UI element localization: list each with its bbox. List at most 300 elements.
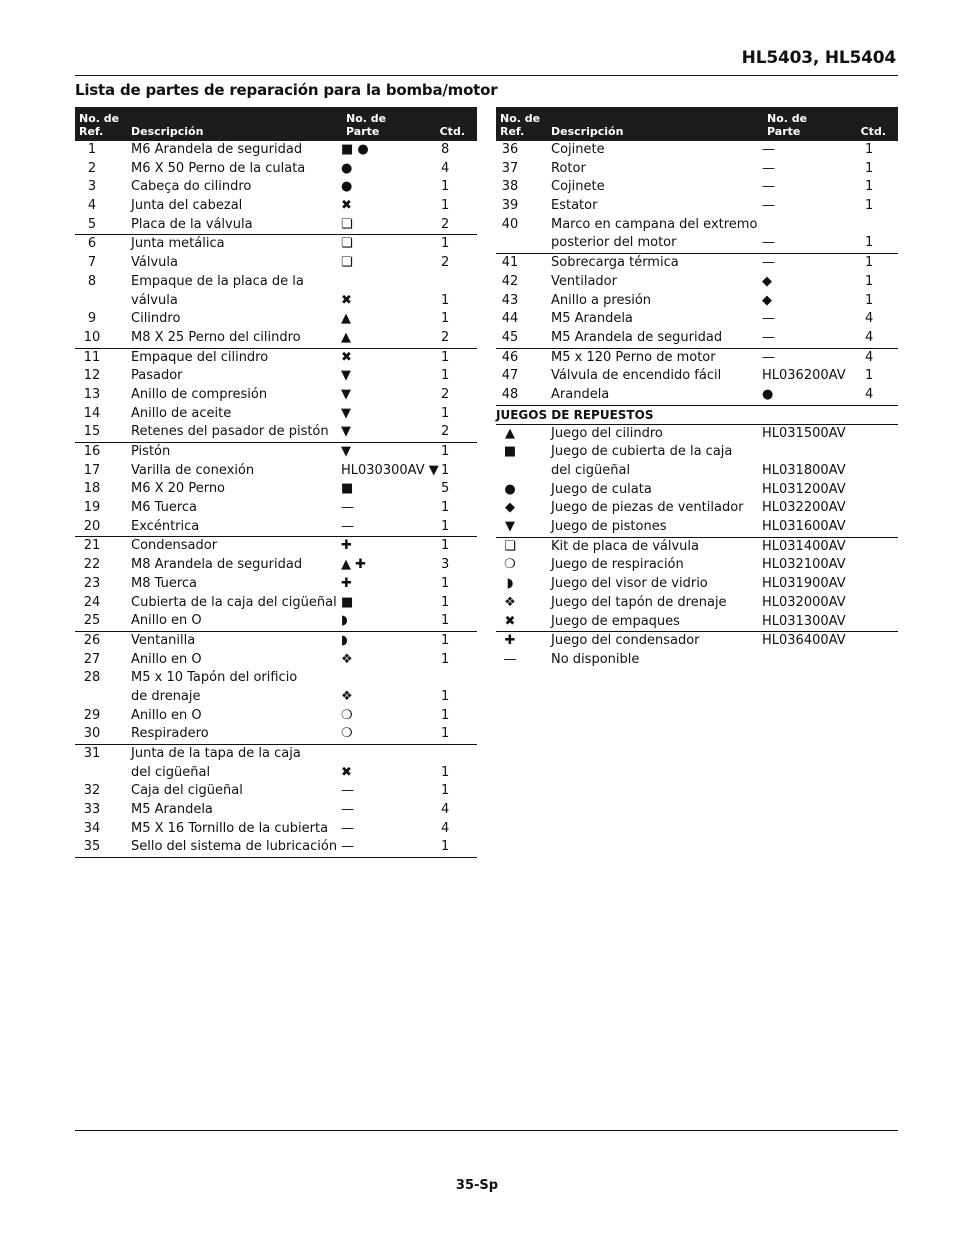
quantity: 8 <box>441 142 450 157</box>
ref-header-line1: No. de <box>500 112 541 125</box>
kit-row <box>496 499 898 518</box>
table-row <box>75 254 477 273</box>
part-number: ❏ <box>341 255 353 271</box>
ref-number: 38 <box>501 179 519 195</box>
ref-number: 16 <box>83 444 101 459</box>
quantity: 1 <box>441 613 450 629</box>
part-number: ■ <box>341 594 354 610</box>
table-row <box>75 725 477 744</box>
ref-number: 47 <box>501 368 519 384</box>
part-number: — <box>762 235 775 251</box>
ref-number: 32 <box>83 783 101 799</box>
ref-number: 34 <box>83 820 101 836</box>
kit-part-number: HL031400AV <box>762 538 846 554</box>
kits-heading-text: JUEGOS DE REPUESTOS <box>496 407 654 422</box>
part-description: Retenes del pasador de pistón <box>131 424 329 440</box>
ref-number: 37 <box>501 160 519 176</box>
quantity: 1 <box>441 594 450 610</box>
ref-number: 13 <box>83 386 101 402</box>
part-description: M5 Arandela de seguridad <box>551 329 723 345</box>
quantity: 1 <box>441 179 450 195</box>
part-description: Anillo en O <box>131 707 202 723</box>
part-number: ▼ <box>341 444 351 459</box>
part-number: ◆ <box>762 292 772 308</box>
part-number: — <box>762 142 775 157</box>
quantity: 2 <box>441 424 450 440</box>
ref-number: 12 <box>83 368 101 384</box>
kit-part-number: HL031900AV <box>762 576 846 592</box>
table-row <box>75 273 477 292</box>
part-number: ▼ <box>341 424 351 440</box>
ref-number: 27 <box>83 651 101 667</box>
kit-description: Juego del cilindro <box>551 425 663 441</box>
quantity: 2 <box>441 255 450 271</box>
quantity: 1 <box>441 764 450 780</box>
ref-header <box>500 112 540 138</box>
part-header-line1: No. de <box>767 112 808 125</box>
kit-description: Juego del tapón de drenaje <box>551 594 727 610</box>
part-description: Sello del sistema de lubricación <box>131 839 338 855</box>
part-description: válvula <box>131 292 178 308</box>
part-description: Ventilador <box>551 273 617 289</box>
part-description: Respiradero <box>131 726 209 742</box>
table-row <box>496 329 898 348</box>
quantity: 1 <box>865 273 874 289</box>
table-row <box>75 197 477 216</box>
quantity: 4 <box>441 802 450 818</box>
part-description: Excéntrica <box>131 518 200 534</box>
ref-number: 21 <box>83 538 101 554</box>
table-row <box>75 612 477 631</box>
ref-number: 1 <box>87 142 97 157</box>
ref-number: 3 <box>87 179 97 195</box>
table-row <box>496 216 898 235</box>
table-row <box>496 178 898 197</box>
table-header <box>75 107 477 141</box>
kit-symbol: — <box>503 651 517 667</box>
part-header <box>346 112 386 138</box>
quantity: 1 <box>441 500 450 516</box>
part-description: M6 X 50 Perno de la culata <box>131 160 306 176</box>
quantity: 1 <box>441 726 450 742</box>
quantity: 1 <box>441 198 450 214</box>
quantity: 1 <box>441 405 450 421</box>
table-row <box>496 273 898 292</box>
part-number: — <box>762 198 775 214</box>
quantity: 2 <box>441 386 450 402</box>
desc-header: Descripción <box>551 125 624 138</box>
kit-symbol: ◗ <box>506 576 514 592</box>
part-description: M5 x 120 Perno de motor <box>551 349 716 365</box>
table-row <box>496 348 898 368</box>
part-description: M6 X 20 Perno <box>131 481 226 497</box>
table-row <box>75 707 477 726</box>
part-description: Cojinete <box>551 142 605 157</box>
table-row <box>75 480 477 499</box>
ref-number: 39 <box>501 198 519 214</box>
part-number: HL036200AV <box>762 368 846 384</box>
ref-number: 11 <box>83 349 101 365</box>
quantity: 2 <box>441 329 450 345</box>
table-body <box>75 141 477 858</box>
part-description: Válvula de encendido fácil <box>551 368 722 384</box>
part-description: Pasador <box>131 368 183 384</box>
kit-symbol: ▲ <box>505 425 515 441</box>
quantity: 1 <box>865 198 874 214</box>
quantity: 1 <box>865 368 874 384</box>
part-header-line1: No. de <box>346 112 387 125</box>
table-row <box>75 536 477 556</box>
part-description: M8 Arandela de seguridad <box>131 557 303 573</box>
part-number: ✖ <box>341 349 352 365</box>
table-row <box>75 764 477 783</box>
quantity: 1 <box>865 235 874 251</box>
part-number: ■ ● <box>341 142 369 157</box>
kit-symbol: ◆ <box>505 500 515 516</box>
part-number: ◆ <box>762 273 772 289</box>
quantity: 1 <box>441 632 450 648</box>
ref-number: 19 <box>83 500 101 516</box>
part-number: — <box>762 329 775 345</box>
table-row <box>496 234 898 253</box>
part-number: ❖ <box>341 688 353 704</box>
part-description: Ventanilla <box>131 632 196 648</box>
part-number: ❏ <box>341 236 353 252</box>
kit-symbol: ● <box>504 481 516 497</box>
kit-part-number: HL032200AV <box>762 500 846 516</box>
table-row <box>496 141 898 160</box>
part-description: Pistón <box>131 444 171 459</box>
kit-row <box>496 443 898 462</box>
part-number: — <box>762 179 775 195</box>
page-number: 35-Sp <box>455 1178 499 1193</box>
part-description: Junta del cabezal <box>131 198 243 214</box>
part-description: Estator <box>551 198 598 214</box>
kit-description: Juego de empaques <box>551 613 680 629</box>
ref-number: 29 <box>83 707 101 723</box>
quantity: 5 <box>441 481 450 497</box>
table-row <box>75 329 477 348</box>
ref-number: 24 <box>83 594 101 610</box>
part-description: Anillo en O <box>131 613 202 629</box>
ref-number: 35 <box>83 839 101 855</box>
ref-number: 40 <box>501 216 519 232</box>
table-row <box>75 575 477 594</box>
quantity: 1 <box>865 142 874 157</box>
part-number: ❖ <box>341 651 353 667</box>
table-row <box>496 367 898 386</box>
quantity: 4 <box>865 329 874 345</box>
part-description: posterior del motor <box>551 235 677 251</box>
part-description: de drenaje <box>131 688 201 704</box>
quantity: 4 <box>865 311 874 327</box>
part-description: Empaque de la placa de la <box>131 273 304 289</box>
part-description: M5 x 10 Tapón del orificio <box>131 670 298 686</box>
table-row <box>75 310 477 329</box>
quantity: 2 <box>441 216 450 232</box>
kit-part-number: HL031300AV <box>762 613 846 629</box>
part-description: Cilindro <box>131 311 181 327</box>
part-number: ▲ <box>341 311 351 327</box>
table-row <box>75 386 477 405</box>
quantity: 1 <box>441 311 450 327</box>
table-row <box>75 367 477 386</box>
kit-part-number: HL036400AV <box>762 633 846 649</box>
kit-part-number: HL032100AV <box>762 557 846 573</box>
kit-description: Juego de pistones <box>551 519 667 535</box>
part-number: ▲ <box>341 329 351 345</box>
kit-row <box>496 556 898 575</box>
parts-table-right <box>496 107 898 670</box>
table-row <box>75 669 477 688</box>
quantity: 1 <box>865 160 874 176</box>
ref-number: 9 <box>87 311 97 327</box>
quantity: 1 <box>441 462 450 478</box>
part-description: Varilla de conexión <box>131 462 255 478</box>
ref-header-line1: No. de <box>79 112 120 125</box>
part-description: Placa de la válvula <box>131 216 253 232</box>
kit-description: Juego de cubierta de la caja <box>551 444 733 460</box>
ref-number: 45 <box>501 329 519 345</box>
table-row <box>75 178 477 197</box>
part-number: — <box>762 349 775 365</box>
ref-number: 6 <box>87 236 97 252</box>
ref-number: 33 <box>83 802 101 818</box>
table-row <box>75 216 477 235</box>
ref-number: 44 <box>501 311 519 327</box>
part-description: Anillo de compresión <box>131 386 268 402</box>
qty-header: Ctd. <box>860 125 886 138</box>
part-description: Anillo a presión <box>551 292 652 308</box>
table-row <box>75 292 477 311</box>
part-number: — <box>762 160 775 176</box>
table-row <box>75 631 477 651</box>
part-number: — <box>341 518 354 534</box>
part-number: — <box>341 802 354 818</box>
part-number: ▼ <box>341 405 351 421</box>
part-description: Cojinete <box>551 179 605 195</box>
part-number: — <box>762 255 775 271</box>
part-description: M8 X 25 Perno del cilindro <box>131 329 301 345</box>
part-number: ❍ <box>341 726 353 742</box>
table-row <box>75 141 477 160</box>
kit-row <box>496 575 898 594</box>
ref-number: 28 <box>83 670 101 686</box>
ref-number: 18 <box>83 481 101 497</box>
table-row <box>75 234 477 254</box>
kit-row <box>496 462 898 481</box>
part-number: ▼ <box>341 368 351 384</box>
part-number: ✖ <box>341 292 352 308</box>
quantity: 1 <box>441 368 450 384</box>
ref-number: 10 <box>83 329 101 345</box>
table-row <box>75 518 477 537</box>
part-description: M6 Tuerca <box>131 500 197 516</box>
part-number: ■ <box>341 481 354 497</box>
ref-number: 7 <box>87 255 97 271</box>
part-description: Junta metálica <box>131 236 225 252</box>
ref-header <box>79 112 119 138</box>
part-description: Caja del cigüeñal <box>131 783 243 799</box>
quantity: 1 <box>441 651 450 667</box>
table-row <box>75 348 477 368</box>
part-number: ✚ <box>341 538 352 554</box>
quantity: 1 <box>441 349 450 365</box>
kit-part-number: HL031800AV <box>762 463 846 478</box>
quantity: 1 <box>865 255 874 271</box>
part-number: ✖ <box>341 764 352 780</box>
ref-number: 15 <box>83 424 101 440</box>
quantity: 1 <box>441 575 450 591</box>
table-row <box>75 442 477 462</box>
part-description: del cigüeñal <box>131 764 211 780</box>
ref-number: 31 <box>83 746 101 761</box>
ref-number: 23 <box>83 575 101 591</box>
quantity: 4 <box>865 349 874 365</box>
table-row <box>75 838 477 858</box>
quantity: 1 <box>441 783 450 799</box>
ref-number: 48 <box>501 386 519 402</box>
quantity: 1 <box>441 236 450 252</box>
table-row <box>75 405 477 424</box>
table-row <box>496 310 898 329</box>
part-number: ● <box>762 386 774 402</box>
kit-symbol: ❍ <box>504 557 516 573</box>
kit-row <box>496 631 898 651</box>
part-description: Empaque del cilindro <box>131 349 269 365</box>
kit-symbol: ✖ <box>504 613 516 629</box>
kit-part-number: HL031500AV <box>762 425 846 441</box>
section-title: Lista de partes de reparación para la bomba/motor <box>75 81 498 99</box>
kits-heading <box>496 405 898 425</box>
quantity: 4 <box>441 160 450 176</box>
kit-part-number: HL032000AV <box>762 594 846 610</box>
kit-description: Juego del condensador <box>551 633 700 649</box>
kit-symbol: ▼ <box>505 519 515 535</box>
part-description: Sobrecarga térmica <box>551 255 679 271</box>
part-description: Anillo en O <box>131 651 202 667</box>
table-row <box>496 253 898 273</box>
part-description: Anillo de aceite <box>131 405 232 421</box>
kit-description: Juego de culata <box>551 481 652 497</box>
part-number: ❏ <box>341 216 353 232</box>
kit-description: Juego del visor de vidrio <box>551 576 708 592</box>
kit-part-number: HL031600AV <box>762 519 846 535</box>
table-row <box>75 801 477 820</box>
quantity: 1 <box>441 688 450 704</box>
ref-number: 20 <box>83 518 101 534</box>
kit-row <box>496 425 898 444</box>
ref-number: 14 <box>83 405 101 421</box>
part-number: — <box>341 839 354 855</box>
ref-number: 36 <box>501 142 519 157</box>
quantity: 1 <box>441 292 450 308</box>
part-number: ▼ <box>341 386 351 402</box>
table-row <box>75 556 477 575</box>
part-description: Cubierta de la caja del cigüeñal <box>131 594 337 610</box>
kit-description: Kit de placa de válvula <box>551 538 699 554</box>
table-row <box>75 499 477 518</box>
part-description: Marco en campana del extremo <box>551 216 758 232</box>
table-row <box>75 160 477 179</box>
table-row <box>75 744 477 764</box>
table-row <box>75 782 477 801</box>
kit-description: Juego de piezas de ventilador <box>551 500 744 516</box>
part-number: ❍ <box>341 707 353 723</box>
kit-row <box>496 518 898 537</box>
kit-symbol: ❏ <box>504 538 516 554</box>
kit-row <box>496 481 898 500</box>
qty-header: Ctd. <box>439 125 465 138</box>
kits-list <box>496 425 898 670</box>
quantity: 1 <box>865 179 874 195</box>
part-description: Junta de la tapa de la caja <box>131 746 301 761</box>
kit-row <box>496 537 898 557</box>
kit-description: No disponible <box>551 651 640 667</box>
kit-symbol: ✚ <box>504 633 516 649</box>
ref-number: 30 <box>83 726 101 742</box>
table-row <box>496 386 898 405</box>
part-description: M6 Arandela de seguridad <box>131 142 303 157</box>
bottom-divider <box>75 1130 898 1131</box>
ref-number: 8 <box>87 273 97 289</box>
kit-row <box>496 613 898 632</box>
table-header <box>496 107 898 141</box>
kit-part-number: HL031200AV <box>762 481 846 497</box>
table-row <box>496 197 898 216</box>
ref-header-line2: Ref. <box>79 125 104 138</box>
part-header-line2: Parte <box>346 125 380 138</box>
quantity: 4 <box>865 386 874 402</box>
ref-number: 42 <box>501 273 519 289</box>
part-header-line2: Parte <box>767 125 801 138</box>
top-divider <box>75 75 898 76</box>
table-row <box>75 594 477 613</box>
part-number: HL030300AV ▼ <box>341 462 439 478</box>
kit-symbol: ❖ <box>504 594 516 610</box>
quantity: 4 <box>441 820 450 836</box>
part-description: Arandela <box>551 386 610 402</box>
parts-table-left <box>75 107 477 858</box>
table-row <box>75 462 477 481</box>
ref-number: 43 <box>501 292 519 308</box>
ref-header-line2: Ref. <box>500 125 525 138</box>
part-description: Válvula <box>131 255 178 271</box>
ref-number: 41 <box>501 255 519 271</box>
table-row <box>75 651 477 670</box>
ref-number: 26 <box>83 632 101 648</box>
part-number: — <box>341 820 354 836</box>
part-description: M8 Tuerca <box>131 575 197 591</box>
part-number: — <box>762 311 775 327</box>
part-number: ▲ ✚ <box>341 557 367 573</box>
part-number: — <box>341 783 354 799</box>
part-description: M5 Arandela <box>131 802 213 818</box>
ref-number: 25 <box>83 613 101 629</box>
quantity: 1 <box>441 538 450 554</box>
part-number: ◗ <box>341 632 348 648</box>
part-number: ● <box>341 179 353 195</box>
quantity: 1 <box>441 444 450 459</box>
part-number: ✚ <box>341 575 352 591</box>
ref-number: 46 <box>501 349 519 365</box>
kit-description: Juego de respiración <box>551 557 684 573</box>
ref-number: 5 <box>87 216 97 232</box>
ref-number: 22 <box>83 557 101 573</box>
kit-row <box>496 651 898 670</box>
table-row <box>75 820 477 839</box>
kit-symbol: ■ <box>503 444 517 460</box>
